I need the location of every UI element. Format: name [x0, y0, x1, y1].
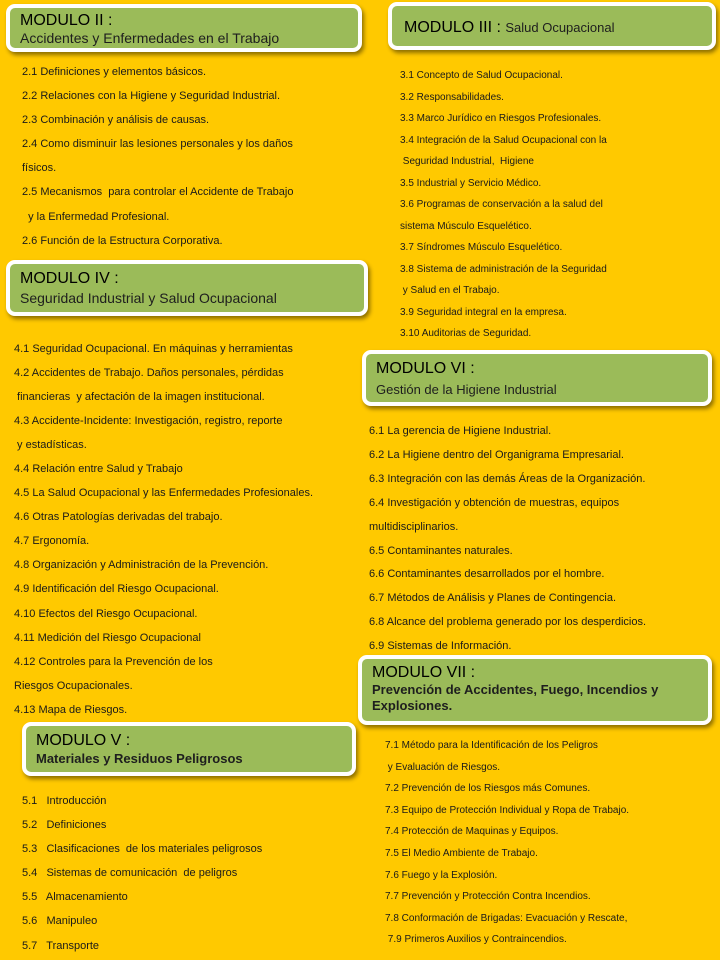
modulo-iii-title-row [404, 18, 700, 37]
list-item: 4.3 Accidente-Incidente: Investigación, registro, reporte [14, 415, 283, 428]
list-item: 6.1 La gerencia de Higiene Industrial. [369, 425, 552, 437]
list-item: 6.8 Alcance del problema generado por los desperdicios. [369, 616, 647, 629]
modulo-vii-subtitle-line2: Explosiones. [372, 698, 453, 713]
list-item: 7.9 Primeros Auxilios y Contraincendios. [385, 934, 567, 946]
list-item: 2.1 Definiciones y elementos básicos. [22, 66, 207, 78]
list-item: 6.2 La Higiene dentro del Organigrama Empresarial. [369, 448, 624, 461]
modulo-iii-list [400, 65, 607, 345]
modulo-vii-title: MODULO VII : [372, 664, 476, 681]
modulo-iv-header [6, 260, 368, 316]
list-item: 5.6 Manipuleo [22, 915, 98, 928]
list-item: 4.5 La Salud Ocupacional y las Enfermedades Profesionales. [14, 487, 314, 500]
list-item: 4.6 Otras Patologías derivadas del trabajo. [14, 511, 223, 524]
list-item: 2.6 Función de la Estructura Corporativa. [22, 234, 223, 247]
list-item: 6.6 Contaminantes desarrollados por el hombre. [369, 568, 605, 581]
list-item: 6.4 Investigación y obtención de muestras, equipos [369, 496, 620, 509]
list-item: 3.3 Marco Jurídico en Riesgos Profesionales. [400, 113, 602, 124]
list-item: y la Enfermedad Profesional. [22, 210, 170, 223]
list-item: sistema Músculo Esquelético. [400, 220, 532, 232]
list-item: 4.7 Ergonomía. [14, 535, 90, 548]
list-item: 6.3 Integración con las demás Áreas de la Organización. [369, 472, 646, 485]
list-item: 7.7 Prevención y Protección Contra Incendios. [385, 891, 591, 903]
list-item: 5.3 Clasificaciones de los materiales peligrosos [22, 843, 263, 856]
list-item: 5.5 Almacenamiento [22, 891, 128, 904]
list-item: 2.5 Mecanismos para controlar el Accidente de Trabajo [22, 186, 294, 199]
modulo-vii-header [358, 655, 712, 725]
list-item: 4.8 Organización y Administración de la Prevención. [14, 559, 269, 572]
modulo-iii-header [388, 2, 716, 50]
list-item: 5.7 Transporte [22, 939, 100, 952]
modulo-v-title: MODULO V : [36, 732, 131, 749]
modulo-ii-title: MODULO II : [20, 12, 113, 29]
modulo-v-list [22, 789, 262, 958]
list-item: físicos. [22, 162, 57, 175]
list-item: financieras y afectación de la imagen institucional. [14, 391, 265, 404]
modulo-v-subtitle: Materiales y Residuos Peligrosos [36, 751, 243, 766]
list-item: y Evaluación de Riesgos. [385, 761, 501, 773]
list-item: 2.2 Relaciones con la Higiene y Seguridad Industrial. [22, 90, 281, 103]
list-item: 3.6 Programas de conservación a la salud del [400, 199, 603, 210]
list-item: 4.12 Controles para la Prevención de los [14, 655, 213, 668]
list-item: 4.2 Accidentes de Trabajo. Daños personales, pérdidas [14, 367, 284, 380]
list-item: y estadísticas. [14, 439, 87, 452]
list-item: 4.4 Relación entre Salud y Trabajo [14, 463, 183, 476]
modulo-ii-subtitle: Accidentes y Enfermedades en el Trabajo [20, 30, 280, 46]
list-item: 6.7 Métodos de Análisis y Planes de Contingencia. [369, 592, 617, 605]
list-item: 4.9 Identificación del Riesgo Ocupacional. [14, 583, 219, 596]
modulo-ii-list [22, 60, 293, 253]
modulo-iii-subtitle: Salud Ocupacional [505, 20, 615, 35]
list-item: 5.1 Introducción [22, 795, 107, 807]
modulo-vi-title: MODULO VI : [376, 360, 475, 377]
modulo-iv-list [14, 337, 313, 722]
list-item: y Salud en el Trabajo. [400, 285, 500, 296]
list-item: 4.10 Efectos del Riesgo Ocupacional. [14, 607, 198, 620]
list-item: 6.9 Sistemas de Información. [369, 640, 512, 653]
list-item: 3.2 Responsabilidades. [400, 91, 504, 103]
modulo-ii-header [6, 4, 362, 52]
list-item: 5.2 Definiciones [22, 819, 107, 832]
modulo-vi-subtitle: Gestión de la Higiene Industrial [376, 382, 557, 397]
list-item: 3.4 Integración de la Salud Ocupacional con la [400, 134, 607, 146]
list-item: 7.4 Protección de Maquinas y Equipos. [385, 826, 559, 838]
list-item: 7.6 Fuego y la Explosión. [385, 869, 498, 881]
modulo-vi-list [369, 420, 646, 659]
list-item: 3.7 Síndromes Músculo Esquelético. [400, 242, 563, 253]
list-item: 3.8 Sistema de administración de la Seguridad [400, 263, 607, 275]
list-item: 7.2 Prevención de los Riesgos más Comunes. [385, 783, 591, 795]
list-item: 5.4 Sistemas de comunicación de peligros [22, 867, 238, 880]
list-item: 3.5 Industrial y Servicio Médico. [400, 177, 542, 189]
list-item: 7.3 Equipo de Protección Individual y Ropa de Trabajo. [385, 804, 630, 816]
list-item: Seguridad Industrial, Higiene [400, 156, 534, 167]
modulo-vii-list [385, 735, 629, 951]
modulo-iv-subtitle: Seguridad Industrial y Salud Ocupacional [20, 290, 277, 306]
modulo-vi-header [362, 350, 712, 406]
list-item: 7.5 El Medio Ambiente de Trabajo. [385, 847, 538, 859]
list-item: 7.1 Método para la Identificación de los Peligros [385, 740, 598, 751]
list-item: 2.3 Combinación y análisis de causas. [22, 114, 210, 127]
list-item: 3.10 Auditorias de Seguridad. [400, 328, 532, 339]
modulo-iii-title: MODULO III : [404, 19, 506, 36]
modulo-vii-subtitle-line1: Prevención de Accidentes, Fuego, Incendios y [372, 682, 659, 697]
list-item: Riesgos Ocupacionales. [14, 679, 133, 692]
list-item: 4.1 Seguridad Ocupacional. En máquinas y herramientas [14, 343, 293, 355]
list-item: 4.13 Mapa de Riesgos. [14, 703, 128, 716]
list-item: 7.8 Conformación de Brigadas: Evacuación y Rescate, [385, 912, 628, 924]
list-item: 4.11 Medición del Riesgo Ocupacional [14, 631, 201, 644]
list-item: 6.5 Contaminantes naturales. [369, 544, 513, 557]
modulo-v-header [22, 722, 356, 776]
modulo-iv-title: MODULO IV : [20, 270, 119, 287]
list-item: 3.1 Concepto de Salud Ocupacional. [400, 70, 563, 81]
list-item: 3.9 Seguridad integral en la empresa. [400, 306, 567, 318]
list-item: 2.4 Como disminuir las lesiones personales y los daños [22, 138, 293, 151]
list-item: multidisciplinarios. [369, 520, 459, 533]
